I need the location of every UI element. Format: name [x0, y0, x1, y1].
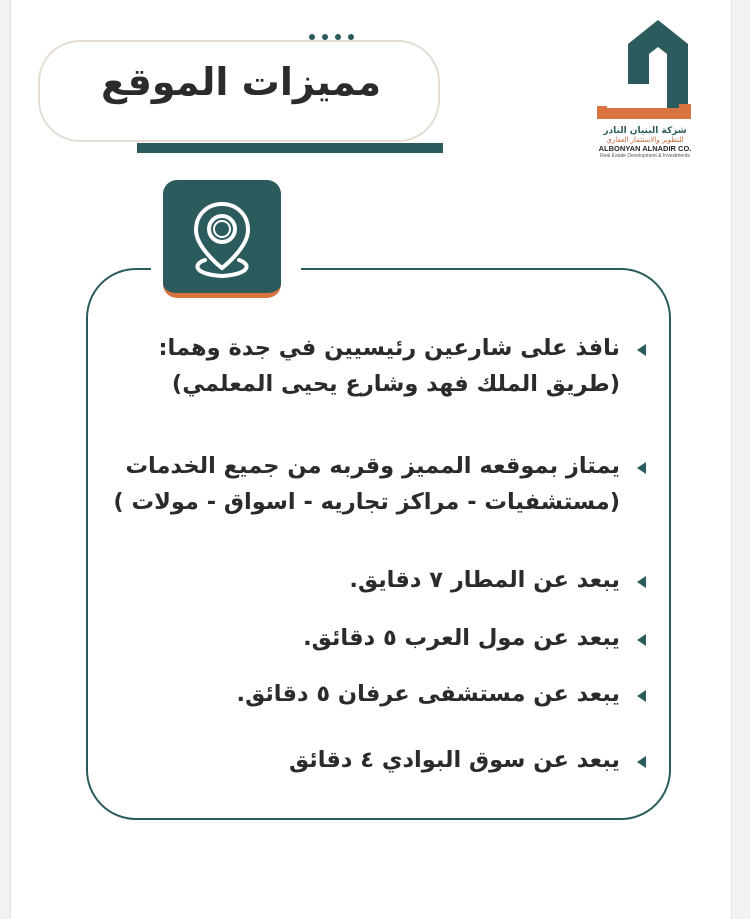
feature-item [303, 620, 646, 656]
feature-text: (مستشفيات - مراكز تجاريه - اسواق - مولات ) [113, 489, 620, 515]
location-icon-tile [163, 180, 281, 298]
feature-item [113, 448, 646, 520]
logo-text [585, 126, 705, 159]
feature-text: يبعد عن المطار ٧ دقايق. [349, 567, 620, 593]
decorative-dots [303, 34, 360, 40]
feature-text: يبعد عن سوق البوادي ٤ دقائق [289, 747, 620, 773]
feature-text: نافذ على شارعين رئيسيين في جدة وهما: [158, 335, 620, 361]
feature-item [237, 676, 646, 712]
feature-text: يبعد عن مول العرب ٥ دقائق. [303, 625, 620, 651]
bullet-arrow-icon [637, 634, 646, 646]
bullet-arrow-icon [637, 344, 646, 356]
location-pin-icon [163, 180, 281, 298]
bullet-arrow-icon [637, 690, 646, 702]
title-underline [137, 143, 443, 153]
feature-text: يبعد عن مستشفى عرفان ٥ دقائق. [236, 681, 620, 707]
company-name-en: ALBONYAN ALNADIR CO. [598, 144, 692, 153]
bullet-arrow-icon [637, 576, 646, 588]
feature-text: (طريق الملك فهد وشارع يحيى المعلمي) [171, 371, 620, 397]
feature-item [289, 742, 646, 778]
bullet-arrow-icon [637, 462, 646, 474]
feature-item [159, 330, 646, 402]
company-tagline-ar: للتطوير والاستثمار العقاري [606, 136, 684, 144]
feature-text: يمتاز بموقعه المميز وقربه من جميع الخدمات [125, 453, 620, 479]
logo-mark-icon [583, 14, 703, 129]
page-title: مميزات الموقع [100, 60, 382, 104]
bullet-arrow-icon [637, 756, 646, 768]
feature-item [349, 562, 646, 598]
page [10, 0, 732, 919]
company-name-ar: شركة البنيان النادر [603, 126, 687, 136]
company-tagline-en: Real Estate Development & Investments [600, 153, 690, 159]
